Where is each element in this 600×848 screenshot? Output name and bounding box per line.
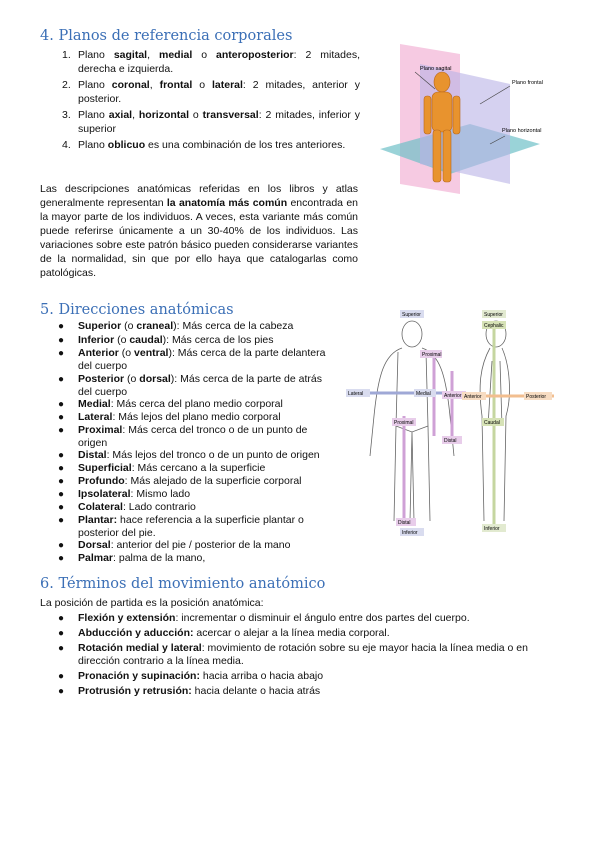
medial-label: Medial (416, 391, 431, 397)
bold-term: Proximal (78, 424, 123, 436)
movement-intro: La posición de partida es la posición anatómica: (40, 597, 264, 609)
bullet-icon: ● (58, 425, 65, 436)
proximal-label: Proximal (422, 352, 442, 358)
distal2-label: Distal (398, 520, 411, 526)
bold-term: dorsal (139, 373, 171, 385)
bold-term: frontal (159, 79, 193, 91)
text-run: hacia arriba o hacia abajo (199, 670, 324, 682)
text-run: Plano (78, 139, 108, 151)
bullet-icon: ● (58, 671, 65, 682)
bold-term: oblicuo (107, 139, 146, 151)
text-run: : Más cerca del tronco o de un punto de origen (78, 424, 308, 449)
bullet-icon: ● (58, 515, 65, 526)
bold-term: la anatomía más común (166, 197, 288, 209)
anterior-right-label: Anterior (464, 394, 482, 400)
text-run: : Lado contrario (122, 501, 196, 513)
plane-item (62, 78, 360, 106)
text-run: Plano (78, 79, 112, 91)
bullet-icon: ● (58, 613, 65, 624)
list-item (58, 670, 560, 683)
text-run: : incrementar o disminuir el ángulo entre dos partes del cuerpo. (175, 612, 470, 624)
list-item (58, 373, 336, 399)
bold-term: Palmar (78, 552, 114, 564)
bullet-icon: ● (58, 502, 65, 513)
bullet-icon: ● (58, 643, 65, 654)
bold-term: Flexión y extensión (78, 612, 176, 624)
body-planes-figure (380, 44, 580, 194)
direction-arrows (348, 321, 554, 524)
text-run: ): Más cerca de los pies (162, 334, 274, 346)
bold-term: Abducción y aducción: (78, 627, 194, 639)
text-run: : Más cerca del plano medio corporal (110, 398, 283, 410)
distal-label: Distal (444, 438, 457, 444)
section-6-title: 6. Términos del movimiento anatómico (40, 576, 326, 592)
bold-term: Posterior (78, 373, 125, 385)
text-run: , (147, 49, 159, 61)
list-item (58, 449, 336, 462)
text-run: : Más lejos del plano medio corporal (112, 411, 281, 423)
bold-term: medial (158, 49, 193, 61)
text-run: : movimiento de rotación sobre su eje mayor hacia la línea media o en dirección contrario a la línea media. (78, 642, 528, 667)
bold-term: caudal (129, 334, 163, 346)
inferior-left-label: Inferior (402, 530, 418, 536)
bold-term: Rotación medial y lateral (78, 642, 202, 654)
cephalic-label: Cephalic (484, 323, 504, 329)
list-item (58, 398, 336, 411)
bold-term: Lateral (78, 411, 113, 423)
text-run: : Más lejos del tronco o de un punto de origen (106, 449, 320, 461)
list-item (58, 627, 560, 640)
bold-term: Profundo (78, 475, 125, 487)
list-item (58, 514, 336, 540)
bold-term: Colateral (78, 501, 123, 513)
list-item (58, 347, 336, 373)
text-run: Plano (78, 109, 109, 121)
bold-term: transversal (202, 109, 259, 121)
caudal-label: Caudal (484, 420, 500, 426)
bullet-icon: ● (58, 374, 65, 385)
list-item (58, 501, 336, 514)
text-run: acercar o alejar a la línea media corporal. (193, 627, 390, 639)
text-run: hacia delante o hacia atrás (191, 685, 321, 697)
list-item (58, 642, 560, 668)
bullet-icon: ● (58, 476, 65, 487)
text-run: (o (121, 320, 137, 332)
anterior-arrow-label: Anterior (444, 393, 462, 399)
bold-term: Pronación y supinación: (78, 670, 200, 682)
text-run: o (192, 79, 212, 91)
list-item (58, 320, 336, 333)
list-item (58, 334, 336, 347)
horizontal-label: Plano horizontal (502, 128, 542, 134)
text-run: encontrada en la mayor parte de los individuos. A veces, esta variante más común puede referirse únicamente a un 30-40% de los individuos. Las variaciones sobre este patrón básico pueden considerarse variantes de la normalidad, sin que por ello haya que catalogarlas como patológicas. (40, 197, 358, 279)
bullet-icon: ● (58, 335, 65, 346)
text-run: (o (114, 334, 130, 346)
bold-term: axial (108, 109, 133, 121)
plane-item (62, 108, 360, 136)
anatomy-paragraph (40, 182, 358, 280)
list-item (58, 488, 336, 501)
text-run: , (149, 79, 160, 91)
text-run: o (192, 49, 217, 61)
bullet-icon: ● (58, 686, 65, 697)
bold-term: sagital (113, 49, 148, 61)
bullet-icon: ● (58, 348, 65, 359)
bold-term: Superficial (78, 462, 132, 474)
section-4-title: 4. Planos de referencia corporales (40, 28, 293, 44)
bold-term: horizontal (138, 109, 190, 121)
superior-left-label: Superior (402, 312, 421, 318)
directions-figure (344, 306, 580, 538)
text-run: Plano (78, 49, 114, 61)
list-item (58, 475, 336, 488)
list-item (58, 462, 336, 475)
bold-term: Protrusión y retrusión: (78, 685, 192, 697)
bold-term: Inferior (78, 334, 115, 346)
bold-term: Dorsal (78, 539, 111, 551)
text-run: : 2 mitades, anterior y posterior. (78, 79, 360, 105)
item-number: 1. (62, 49, 71, 61)
inferior-right-label: Inferior (484, 526, 500, 532)
text-run: (o (118, 347, 135, 359)
item-number: 3. (62, 109, 71, 121)
text-run: : palma de la mano, (113, 552, 206, 564)
bullet-icon: ● (58, 463, 65, 474)
bullet-icon: ● (58, 628, 65, 639)
text-run: : 2 mitades, inferior y superior (78, 109, 360, 135)
bold-term: Superior (78, 320, 122, 332)
text-run: (o (124, 373, 140, 385)
text-run: ): Más cerca de la parte de atrás del cuerpo (78, 373, 322, 398)
item-number: 2. (62, 79, 71, 91)
bullet-icon: ● (58, 450, 65, 461)
superior-right-label: Superior (484, 312, 503, 318)
plane-item (62, 48, 360, 76)
list-item (58, 424, 336, 450)
bold-term: craneal (136, 320, 174, 332)
bullet-icon: ● (58, 321, 65, 332)
text-run: : Más alejado de la superficie corporal (124, 475, 302, 487)
sagittal-label: Plano sagital (420, 66, 452, 72)
text-run: ): Más cerca de la cabeza (173, 320, 294, 332)
text-run: Las descripciones anatómicas referidas en los libros y atlas generalmente representan (40, 183, 358, 209)
text-run: : Más cercano a la superficie (131, 462, 266, 474)
bullet-icon: ● (58, 412, 65, 423)
bold-term: coronal (111, 79, 150, 91)
text-run: o (189, 109, 203, 121)
bold-term: Medial (78, 398, 111, 410)
text-run: , (132, 109, 139, 121)
section-5-title: 5. Direcciones anatómicas (40, 302, 234, 318)
list-item (58, 685, 560, 698)
list-item (58, 612, 560, 625)
bold-term: Ipsolateral (78, 488, 131, 500)
list-item (58, 552, 336, 565)
bullet-icon: ● (58, 553, 65, 564)
lateral-label: Lateral (348, 391, 364, 397)
text-run: es una combinación de los tres anteriores. (145, 139, 346, 151)
bold-term: Plantar: (78, 514, 118, 526)
bold-term: ventral (134, 347, 169, 359)
text-run: : anterior del pie / posterior de la mano (110, 539, 291, 551)
bullet-icon: ● (58, 540, 65, 551)
bold-term: anteroposterior (216, 49, 294, 61)
list-item (58, 539, 336, 552)
text-run: ): Más cerca de la parte delantera del cuerpo (78, 347, 326, 372)
bullet-icon: ● (58, 399, 65, 410)
item-number: 4. (62, 139, 71, 151)
bullet-icon: ● (58, 489, 65, 500)
bold-term: Distal (78, 449, 107, 461)
text-run: hace referencia a la superficie plantar o posterior del pie. (78, 514, 304, 539)
posterior-label: Posterior (526, 394, 547, 400)
frontal-label: Plano frontal (512, 80, 543, 86)
plane-item (62, 138, 360, 152)
bold-term: lateral (211, 79, 243, 91)
list-item (58, 411, 336, 424)
proximal2-label: Proximal (394, 420, 414, 426)
bold-term: Anterior (78, 347, 119, 359)
text-run: : 2 mitades, derecha e izquierda. (78, 49, 360, 75)
text-run: : Mismo lado (130, 488, 191, 500)
